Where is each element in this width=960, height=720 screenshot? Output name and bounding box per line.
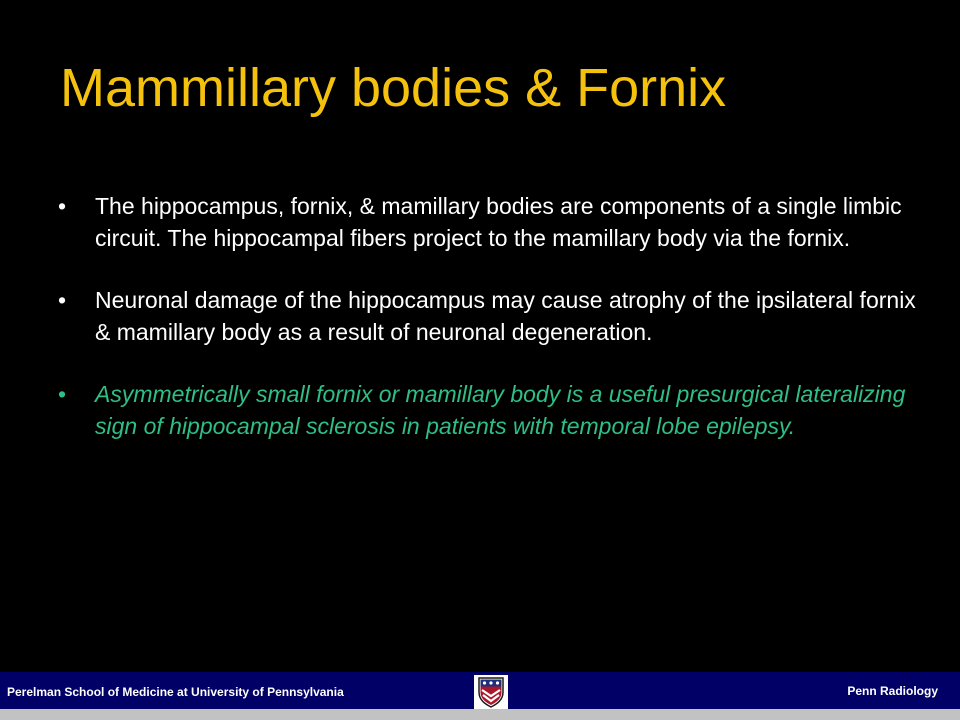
slide-title: Mammillary bodies & Fornix <box>60 58 727 118</box>
footer-institution: Perelman School of Medicine at University of Pennsylvania <box>7 685 344 699</box>
bullet-item <box>58 284 918 348</box>
bullet-text: Asymmetrically small fornix or mamillary body is a useful presurgical lateralizing sign of hippocampal sclerosis in patients with temporal lobe epilepsy. <box>95 381 906 439</box>
bullet-list <box>58 190 918 472</box>
footer-department: Penn Radiology <box>847 684 938 698</box>
footer-bottom-strip <box>0 709 960 720</box>
footer-bar <box>0 672 960 709</box>
penn-shield-icon <box>474 675 508 709</box>
bullet-marker: • <box>58 193 67 219</box>
bullet-marker: • <box>58 381 67 407</box>
bullet-text: Neuronal damage of the hippocampus may cause atrophy of the ipsilateral fornix & mamillary body as a result of neuronal degeneration. <box>95 287 916 345</box>
bullet-item-highlight <box>58 378 918 442</box>
bullet-marker: • <box>58 287 67 313</box>
bullet-item <box>58 190 918 254</box>
bullet-text: The hippocampus, fornix, & mamillary bodies are components of a single limbic circuit. The hippocampal fibers project to the mamillary body via the fornix. <box>95 193 902 251</box>
